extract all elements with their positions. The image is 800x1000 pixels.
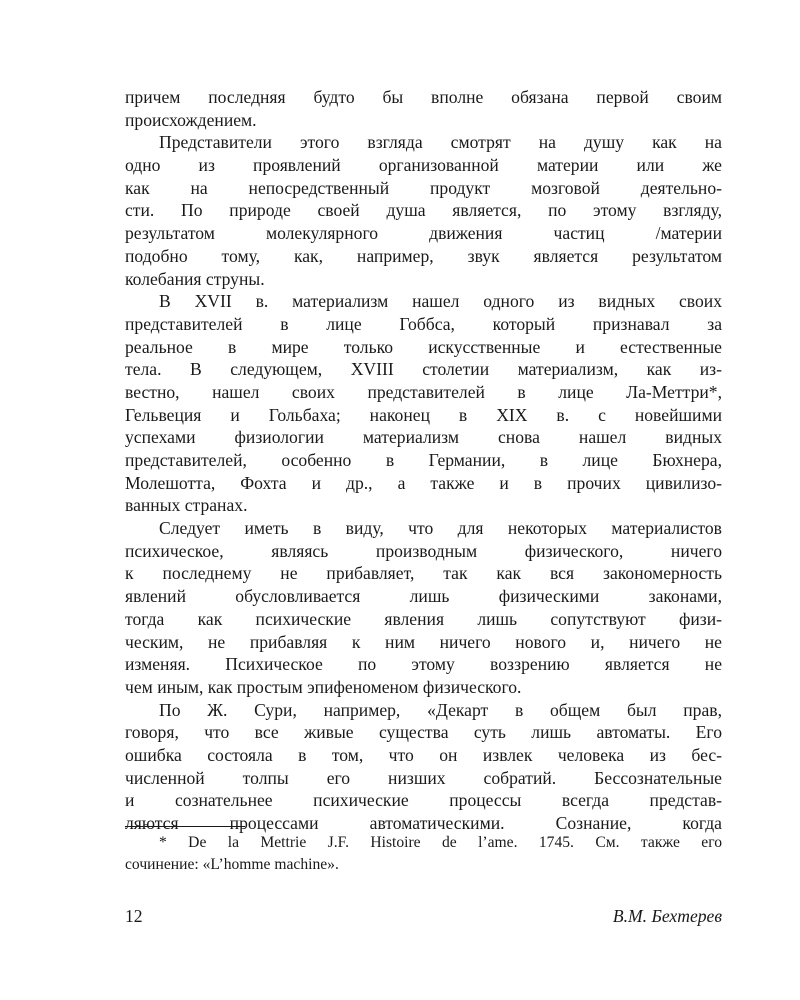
text-line: подобно тому, как, например, звук является результатом [125, 245, 722, 266]
paragraph-start-line: В XVII в. материализм нашел одного из видных своих [159, 291, 722, 312]
footnote-divider [125, 826, 245, 827]
text-line: успехами физиологии материализм снова нашел видных [125, 427, 722, 448]
text-line: психическое, являясь производным физического, ничего [125, 540, 722, 561]
text-line: тогда как психические явления лишь сопутствуют физи- [125, 608, 722, 629]
footnote-line: * De la Mettrie J.F. Histoire de l’ame. 1745. См. также его [159, 834, 722, 851]
text-line: ляются процессами автоматическими. Сознание, когда [125, 813, 722, 833]
text-line: одно из проявлений организованной материи или же [125, 155, 722, 176]
text-line: причем последняя будто бы вполне обязана первой своим [125, 87, 722, 107]
text-line: ошибка состояла в том, что он извлек человека из бес- [125, 744, 722, 765]
text-line: чем иным, как простым эпифеноменом физического. [125, 676, 522, 697]
text-line: ванных странах. [125, 495, 248, 516]
body-text [125, 86, 722, 835]
text-line: представителей в лице Гоббса, который признавал за [125, 313, 722, 334]
page-number: 12 [125, 906, 143, 926]
text-line: и сознательнее психические процессы всегда представ- [125, 790, 722, 811]
footnote-line: сочинение: «L’homme machine». [125, 855, 339, 873]
text-line: происхождением. [125, 109, 257, 130]
text-line: реальное в мире только искусственные и естественные [125, 336, 722, 357]
text-line: ческим, не прибавляя к ним ничего нового и, ничего не [125, 631, 722, 652]
text-line: тела. В следующем, XVIII столетии материализм, как из- [125, 359, 722, 380]
text-line: явлений обусловливается лишь физическими законами, [125, 586, 722, 607]
paragraph-start-line: По Ж. Сури, например, «Декарт в общем был прав, [159, 699, 722, 720]
text-line: как на непосредственный продукт мозговой деятельно- [125, 177, 722, 198]
text-line: изменяя. Психическое по этому воззрению является не [125, 654, 722, 675]
running-author: В.М. Бехтерев [612, 906, 722, 926]
text-line: сти. По природе своей душа является, по этому взгляду, [125, 200, 722, 221]
text-line: говоря, что все живые существа суть лишь автоматы. Его [125, 722, 722, 743]
text-line: к последнему не прибавляет, так как вся закономерность [125, 563, 722, 584]
paragraph-start-line: Следует иметь в виду, что для некоторых материалистов [159, 518, 722, 539]
text-line: Гельвеция и Гольбаха; наконец в XIX в. с новейшими [125, 404, 722, 425]
paragraph-start-line: Представители этого взгляда смотрят на душу как на [159, 132, 722, 153]
text-line: вестно, нашел своих представителей в лице Ла-Меттри*, [125, 381, 722, 402]
text-line: представителей, особенно в Германии, в лице Бюхнера, [125, 450, 722, 470]
text-line: колебания струны. [125, 268, 265, 289]
text-line: Молешотта, Фохта и др., а также и в прочих цивилизо- [125, 472, 722, 493]
text-line: численной толпы его низших собратий. Бессознательные [125, 767, 722, 788]
footnote [125, 832, 722, 875]
text-line: результатом молекулярного движения частиц /материи [125, 223, 722, 244]
